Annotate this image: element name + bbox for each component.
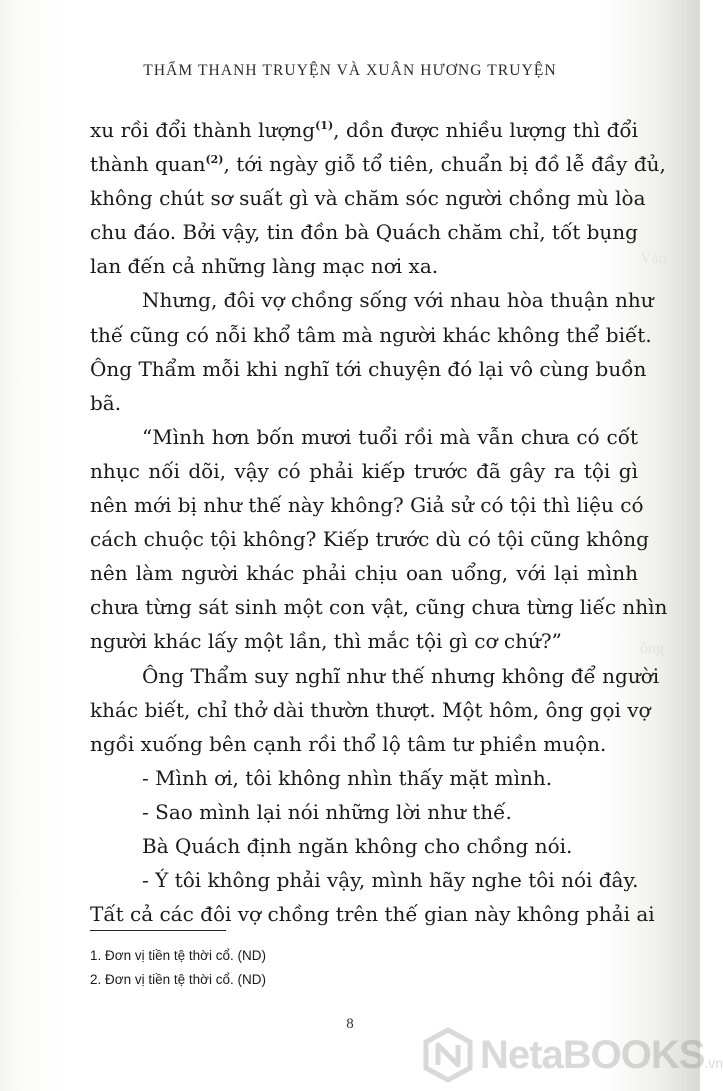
text-line: Bà Quách định ngăn không cho chồng nói. xyxy=(142,833,573,858)
text-line: - Sao mình lại nói những lời như thế. xyxy=(142,799,512,824)
watermark xyxy=(420,1025,723,1085)
text-line: bã. xyxy=(90,390,122,415)
bleed-through-text: Vào xyxy=(640,250,667,267)
page-number: 8 xyxy=(346,1016,354,1032)
text-line: “Mình hơn bốn mươi tuổi rồi mà vẫn chưa có cốt xyxy=(142,424,638,449)
watermark-brand: NetaBOOKS.vn xyxy=(480,1032,723,1077)
text-line: không chút sơ suất gì và chăm sóc người chồng mù lòa xyxy=(90,186,646,211)
footnote-marker: (2) xyxy=(205,153,224,167)
text-line: - Ý tôi không phải vậy, mình hãy nghe tôi nói đây. xyxy=(142,868,639,893)
text-line: lan đến cả những làng mạc nơi xa. xyxy=(90,254,439,279)
text-line: thành quan$^{(2)}$, tới ngày giỗ tổ tiên, chuẩn bị đồ lễ đầy đủ, xyxy=(90,152,666,177)
text-line: ngồi xuống bên cạnh rồi thổ lộ tâm tư phiền muộn. xyxy=(90,731,607,756)
text-line: thế cũng có nỗi khổ tâm mà người khác không thể biết. xyxy=(90,322,652,347)
footnotes xyxy=(90,944,266,992)
text-line: nên mới bị như thế này không? Giả sử có tội thì liệu có xyxy=(90,493,644,518)
text-line: nhục nối dõi, vậy có phải kiếp trước đã gây ra tội gì xyxy=(90,458,638,483)
text-line: Ông Thẩm suy nghĩ như thế nhưng không để người xyxy=(142,663,660,688)
footnote-1: 1. Đơn vị tiền tệ thời cổ. (ND) xyxy=(90,948,267,963)
text-line: cách chuộc tội không? Kiếp trước dù có tội cũng không xyxy=(90,527,649,552)
text-line: Tất cả các đôi vợ chồng trên thế gian này không phải ai xyxy=(90,902,655,927)
text-line: khác biết, chỉ thở dài thườn thượt. Một hôm, ông gọi vợ xyxy=(90,697,651,722)
text-line: chưa từng sát sinh một con vật, cũng chưa từng liếc nhìn xyxy=(90,595,668,620)
netabooks-logo-icon xyxy=(420,1027,476,1083)
text-line: - Mình ơi, tôi không nhìn thấy mặt mình. xyxy=(142,765,553,790)
text-line: nên làm người khác phải chịu oan uổng, với lại mình xyxy=(90,561,638,586)
bleed-through-text: ông xyxy=(640,640,664,657)
text-line: Nhưng, đôi vợ chồng sống với nhau hòa thuận như xyxy=(142,288,654,313)
text-line: Ông Thẩm mỗi khi nghĩ tới chuyện đó lại vô cùng buồn xyxy=(90,356,647,381)
text-line: người khác lấy một lần, thì mắc tội gì cơ chứ?” xyxy=(90,629,562,654)
text-line: xu rồi đổi thành lượng$^{(1)}$, dồn được nhiều lượng thì đổi xyxy=(90,118,638,142)
running-header: THẨM THANH TRUYỆN VÀ XUÂN HƯƠNG TRUYỆN xyxy=(143,62,557,79)
footnote-marker: (1) xyxy=(315,119,334,132)
footnote-divider xyxy=(90,930,226,931)
footnote-2: 2. Đơn vị tiền tệ thời cổ. (ND) xyxy=(90,972,267,987)
text-line: chu đáo. Bởi vậy, tin đồn bà Quách chăm chỉ, tốt bụng xyxy=(90,220,638,245)
